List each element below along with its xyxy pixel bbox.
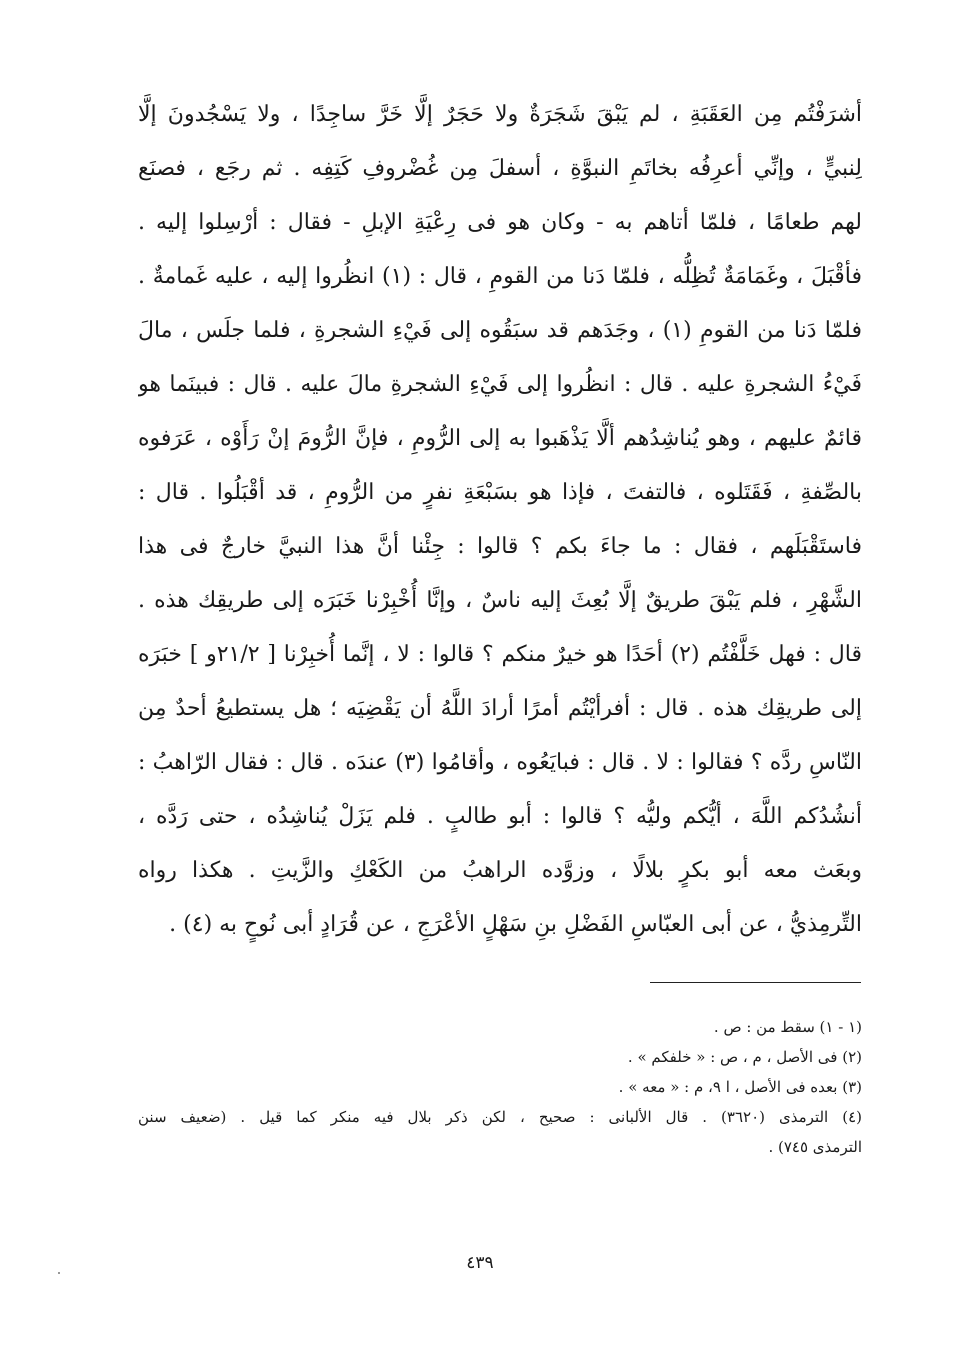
text-line: التِّرمِذيُّ ، عن أبى العبّاسِ الفَضْلِ بنِ سَهْلٍ الأعْرَجِ ، عن قُرَادٍ أبى نُوحٍ به (٤) . [169, 912, 862, 937]
main-text-block [138, 88, 862, 952]
text-line: فَيْءُ الشجرةِ عليه . قال : انظُروا إلى فَيْءِ الشجرةِ مالَ عليه . قال : فبينَما هو [138, 372, 862, 397]
text-line: فلمّا دَنا من القومِ (١) ، وجَدَهم قد سبَقُوه إلى فَيْءِ الشجرةِ ، فلما جلَس ، مالَ [138, 318, 862, 343]
text-line: فأقْبَلَ ، وغَمَامَةٌ تُظِلُّه ، فلمّا دَنا من القومِ ، قال : (١) انظُروا إليه ، عليه غَمامةٌ . [138, 264, 862, 289]
footnote: (٢) فى الأصل ، م ، ص : « خلفكم » . [627, 1048, 862, 1066]
text-line: لِنبيٍّ ، وإنِّي أعرِفُه بخاتَمِ النبوَّةِ ، أسفلَ مِن غُضْروفِ كَتِفِه . ثم رجَع ، فصنَع [138, 156, 862, 181]
text-line: الشَّهْرِ ، فلم يَبْقَ طريقٌ إلَّا بُعِثَ إليه ناسٌ ، وإنَّا أُخْبِرْنا خَبَرَه إلى طريقِك هذه . [138, 588, 862, 613]
footnotes-block [138, 1012, 862, 1162]
footnote-separator [650, 982, 861, 983]
footnote-continuation: الترمذى ٧٤٥) . [768, 1138, 862, 1156]
text-line: أشرَفْتُم مِن العَقَبَةِ ، لم يَبْقَ شَجَرَةٌ ولا حَجَرٌ إلَّا خَرَّ ساجِدًا ، ولا يَسْجُدونَ إلَّا [138, 102, 862, 127]
footnote: (٣) بعده فى الأصل ، ا ٩، م : « معه » . [618, 1078, 862, 1096]
page-number: ٤٣٩ [466, 1253, 494, 1273]
text-line: لهم طعامًا ، فلمّا أتاهم به - وكان هو فى رِعْيَةِ الإبلِ - فقال : أرْسِلوا إليه . [138, 210, 862, 235]
text-line: إلى طريقِك هذه . قال : أفرأيْتُم أمرًا أرادَ اللَّهُ أن يَقْضِيَه ؛ هل يستطيعُ أحدٌ مِن [138, 696, 862, 721]
text-line: أنشُدُكم اللَّهَ ، أيُّكم وليُّه ؟ قالوا : أبو طالبٍ . فلم يَزَلْ يُناشِدُه ، حتى رَدَّه ، [138, 804, 862, 829]
text-line: قال : فهل خَلَّفْتُم (٢) أحَدًا هو خيرٌ منكم ؟ قالوا : لا ، إنَّما أُخبِرْنا [ ٢١/٢و ] خبَرَه [138, 642, 862, 667]
text-line: فاستَقْبَلَهم ، فقال : ما جاءَ بكم ؟ قالوا : جِئْنا أنَّ هذا النبيَّ خارجٌ فى هذا [138, 534, 862, 559]
text-line: وبعَث معه أبو بكرٍ بلالًا ، وزوَّده الراهبُ من الكَعْكِ والزَّيتِ . هكذا رواه [138, 858, 862, 883]
text-line: النّاسِ ردَّه ؟ فقالوا : لا . قال : فبايَعُوه ، وأقامُوا (٣) عندَه . قال : فقال الرّاهبُ : [138, 750, 862, 775]
footnote: (١ - ١) سقط من : ص . [713, 1018, 862, 1036]
footnote: (٤) الترمذى (٣٦٢٠) . قال الألبانى : صحيح ، لكن ذكر بلال فيه منكر كما قيل . (ضعيف سنن [138, 1108, 862, 1126]
text-line: قائمٌ عليهم ، وهو يُناشِدُهم ألَّا يَذْهَبوا به إلى الرُّومِ ، فإنَّ الرُّومَ إنْ رَأَوْه ، عَرَفوه [138, 426, 862, 451]
scan-speck [58, 1272, 60, 1274]
text-line: بالصِّفةِ ، فَقَتَلوه ، فالتفتَ ، فإذا هو بسَبْعَةِ نفرٍ من الرُّومِ ، قد أقْبَلُوا . قال : [138, 480, 862, 505]
